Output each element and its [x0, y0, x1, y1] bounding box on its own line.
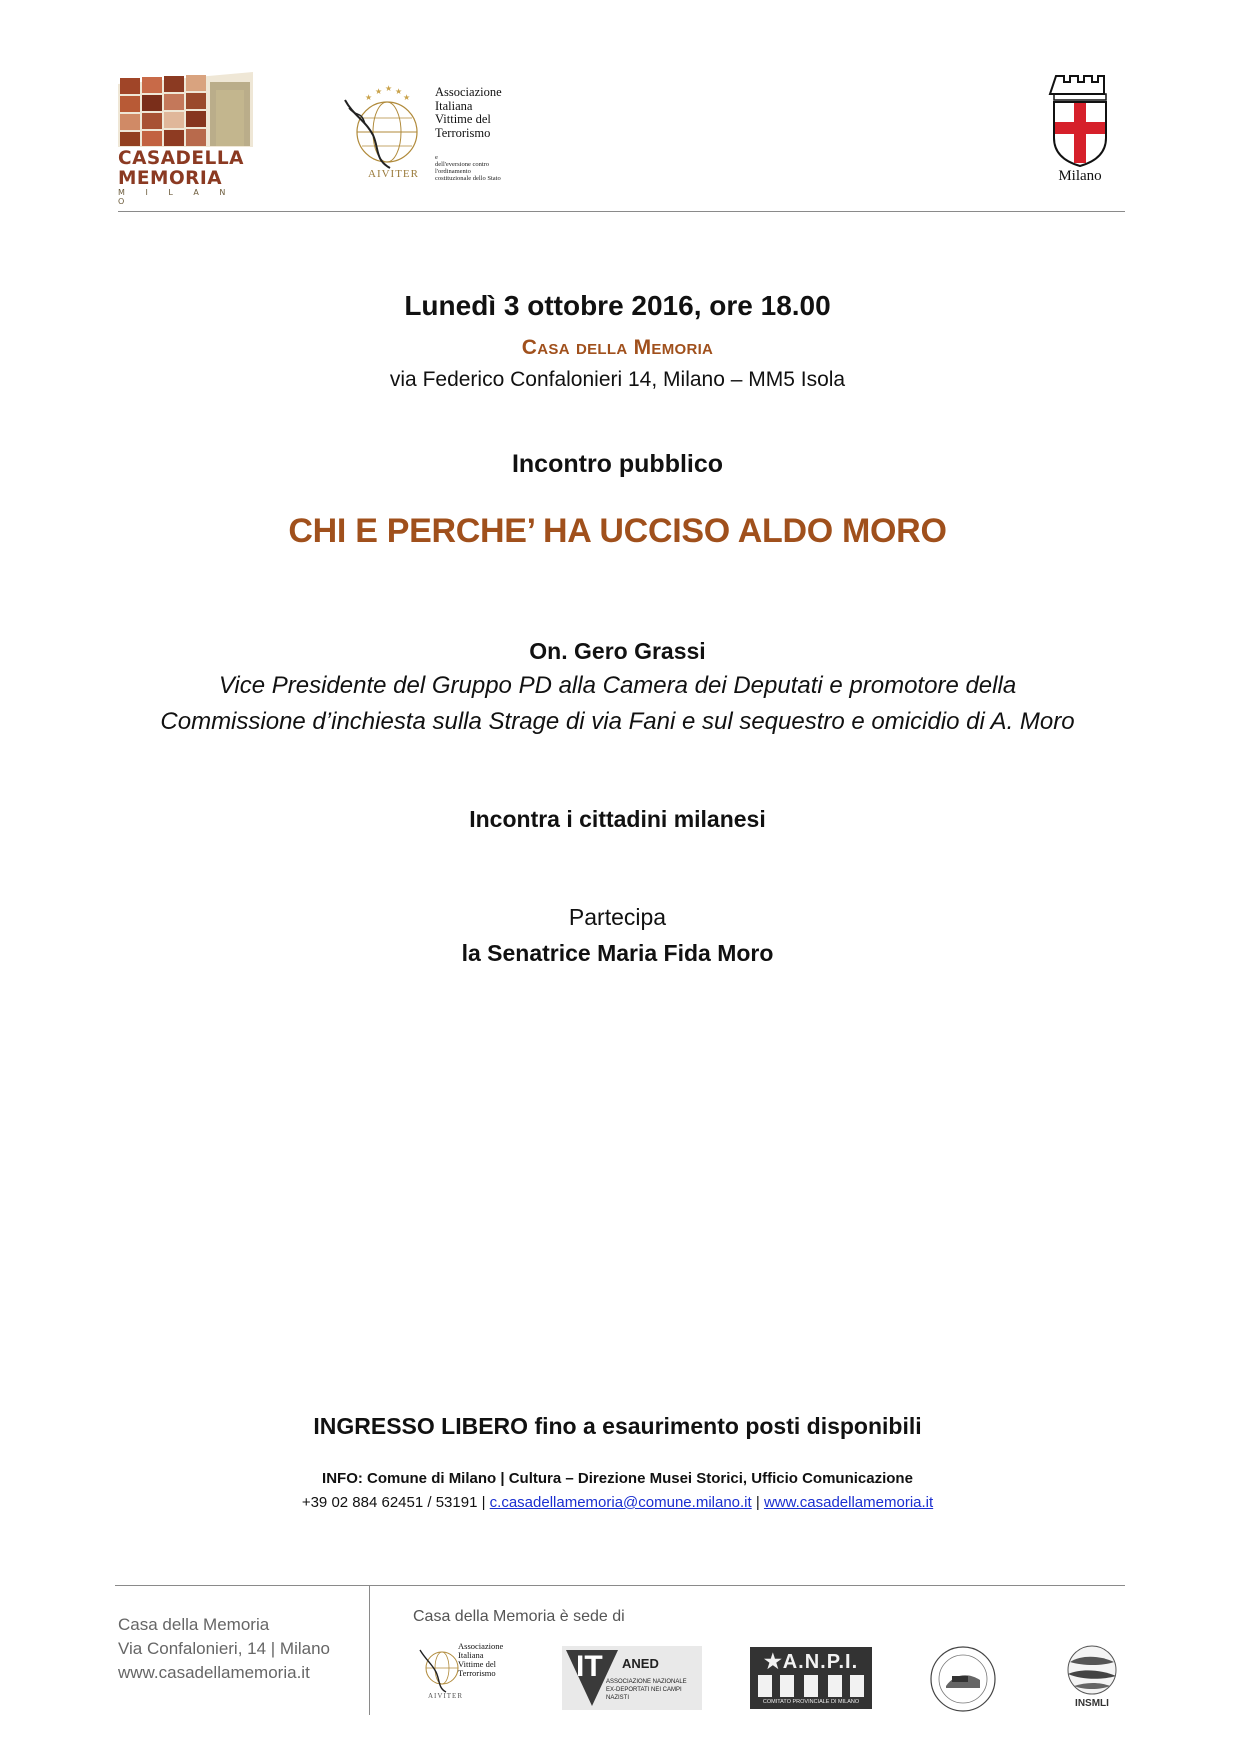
- footer-insmli-logo: [1062, 1644, 1122, 1716]
- footer-rule: [115, 1585, 1125, 1586]
- casa-logo-line2: MEMORIA: [118, 168, 223, 189]
- info-line: INFO: Comune di Milano | Cultura – Direzione Musei Storici, Ufficio Comunicazione: [322, 1470, 913, 1487]
- aned-big-letters: IT: [576, 1650, 603, 1683]
- footer-aiviter-line: Associazione: [458, 1641, 504, 1651]
- aned-sub-line: ASSOCIAZIONE NAZIONALE: [606, 1679, 687, 1685]
- speaker-name: On. Gero Grassi: [529, 638, 706, 664]
- aned-sub-line: EX-DEPORTATI NEI CAMPI NAZISTI: [606, 1687, 682, 1701]
- aiviter-line: Vittime del: [435, 112, 491, 126]
- footer-address: [118, 1613, 330, 1685]
- aiviter-line: Italiana: [435, 98, 473, 113]
- aiviter-small-line: costituzionale dello Stato: [435, 175, 501, 182]
- footer-aned-logo: [562, 1646, 702, 1710]
- aiviter-line: Associazione: [435, 85, 502, 99]
- footer-aiviter-logo: [416, 1640, 516, 1702]
- meets-citizens: Incontra i cittadini milanesi: [469, 806, 766, 832]
- milano-logo-label: Milano: [1058, 168, 1102, 184]
- footer-circular-seal-logo: [928, 1644, 998, 1714]
- svg-text:★: ★: [375, 87, 383, 96]
- casa-logo-line3: M I L A N O: [118, 188, 235, 206]
- speaker-role-line-2: Commissione d’inchiesta sulla Strage di via Fani e sul sequestro e omicidio di A. Moro: [160, 708, 1075, 735]
- casa-logo-mosaic-icon: [118, 72, 253, 147]
- website-link[interactable]: www.casadellamemoria.it: [763, 1494, 934, 1511]
- admission-note: INGRESSO LIBERO fino a esaurimento posti disponibili: [313, 1413, 922, 1439]
- aiviter-logo: [335, 80, 535, 200]
- aiviter-small-line: dell'eversione contro: [435, 161, 490, 168]
- footer-divider: [369, 1585, 370, 1715]
- circular-seal-icon: [928, 1644, 998, 1714]
- event-venue: Casa della Memoria: [521, 336, 714, 359]
- svg-text:★: ★: [395, 87, 403, 96]
- event-date: Lunedì 3 ottobre 2016, ore 18.00: [404, 290, 831, 321]
- svg-text:★: ★: [365, 93, 373, 102]
- event-address: via Federico Confalonieri 14, Milano – MM5 Isola: [389, 368, 846, 391]
- contacts-line: [0, 1494, 1235, 1511]
- casa-della-memoria-logo: [118, 72, 253, 206]
- participant-name: la Senatrice Maria Fida Moro: [461, 940, 774, 966]
- footer-aiviter-line: Terrorismo: [458, 1668, 496, 1678]
- footer-anpi-logo: [750, 1647, 872, 1709]
- header-rule: [118, 211, 1125, 212]
- email-link[interactable]: c.casadellamemoria@comune.milano.it: [489, 1494, 752, 1511]
- anpi-subtitle: COMITATO PROVINCIALE DI MILANO: [762, 1699, 860, 1705]
- aned-name: ANED: [622, 1656, 659, 1671]
- insmli-globe-icon: [1062, 1644, 1122, 1696]
- aiviter-name: [435, 86, 502, 140]
- comune-di-milano-logo: [1040, 72, 1120, 192]
- footer-aiviter-line: Vittime del: [458, 1659, 496, 1669]
- aiviter-small-line: e: [435, 154, 438, 161]
- footer-address-line: Casa della Memoria: [118, 1615, 270, 1634]
- participates-label: Partecipa: [568, 904, 667, 930]
- aiviter-globe-icon: [335, 80, 435, 180]
- aned-subtitle: [606, 1678, 702, 1702]
- event-title: CHI E PERCHE’ HA UCCISO ALDO MORO: [288, 512, 947, 550]
- footer-address-line: www.casadellamemoria.it: [118, 1663, 310, 1682]
- svg-text:★: ★: [403, 93, 411, 102]
- svg-text:★: ★: [385, 84, 393, 93]
- footer-sede-label: Casa della Memoria è sede di: [413, 1608, 625, 1625]
- footer-address-line: Via Confalonieri, 14 | Milano: [118, 1639, 331, 1658]
- separator: |: [481, 1494, 486, 1511]
- anpi-name: ★A.N.P.I.: [763, 1651, 859, 1673]
- footer-aiviter-name: [458, 1642, 503, 1678]
- phone-number: +39 02 884 62451 / 53191: [301, 1494, 478, 1511]
- aiviter-line: Terrorismo: [435, 125, 491, 140]
- aiviter-small-line: l'ordinamento: [435, 168, 471, 175]
- separator: |: [755, 1494, 760, 1511]
- aiviter-word: AIVITER: [368, 168, 419, 180]
- insmli-name: INSMLI: [1075, 1698, 1109, 1709]
- event-type: Incontro pubblico: [511, 450, 724, 478]
- aiviter-subtitle: [435, 154, 501, 182]
- footer-aiviter-word: AIVITER: [428, 1692, 463, 1700]
- footer-aiviter-globe-icon: [416, 1640, 464, 1700]
- speaker-role-line-1: Vice Presidente del Gruppo PD alla Camera dei Deputati e promotore della: [218, 672, 1017, 699]
- footer-aiviter-line: Italiana: [458, 1650, 484, 1660]
- casa-logo-line1: CASADELLA: [118, 148, 244, 169]
- milano-crest-icon: [1040, 72, 1120, 168]
